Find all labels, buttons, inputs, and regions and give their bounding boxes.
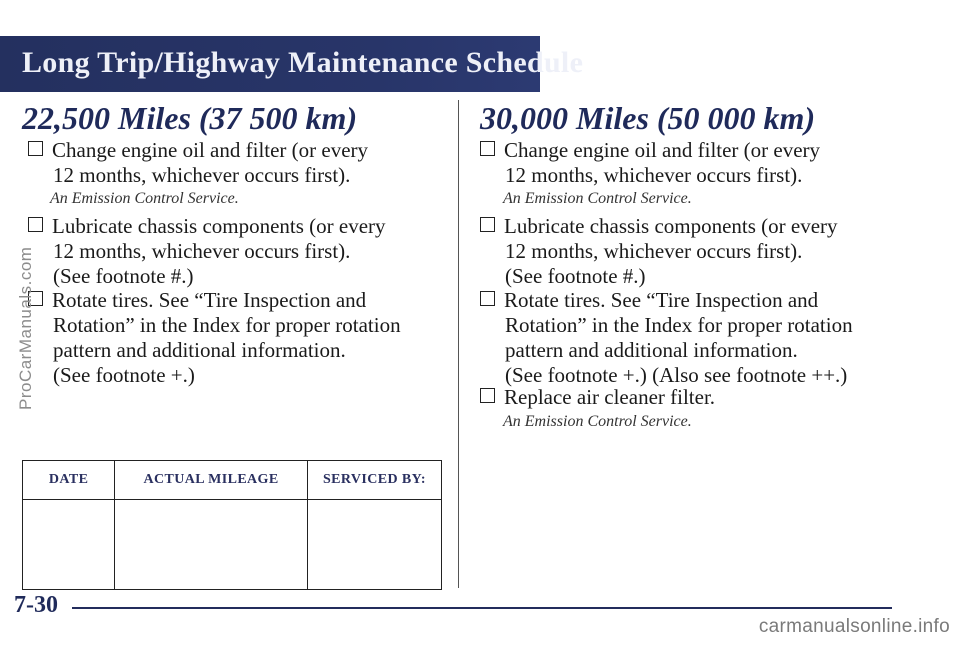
item-text-line: 12 months, whichever occurs first). — [53, 163, 351, 187]
item-text-line: 12 months, whichever occurs first). — [53, 239, 351, 263]
serviced-by-cell[interactable] — [307, 500, 441, 590]
service-record-table — [22, 460, 442, 590]
item-text-line: Rotation” in the Index for proper rotation — [505, 313, 853, 337]
page-title: Long Trip/Highway Maintenance Schedule — [22, 46, 584, 79]
checkbox-icon[interactable] — [28, 217, 43, 232]
item-text-line: 12 months, whichever occurs first). — [505, 239, 803, 263]
left-item-3 — [28, 288, 401, 388]
right-item-2 — [480, 214, 838, 289]
item-text-line: Change engine oil and filter (or every — [52, 138, 369, 162]
checkbox-icon[interactable] — [480, 388, 495, 403]
item-text-line: 12 months, whichever occurs first). — [505, 163, 803, 187]
table-header-date: DATE — [23, 461, 115, 500]
column-divider — [458, 100, 459, 588]
item-text-line: Change engine oil and filter (or every — [504, 138, 821, 162]
left-item-1 — [28, 138, 368, 188]
item-text-line: (See footnote +.) (Also see footnote ++.) — [505, 363, 848, 387]
right-item-4-note: An Emission Control Service. — [503, 413, 692, 430]
checkbox-icon[interactable] — [480, 141, 495, 156]
footer-rule — [72, 607, 892, 609]
item-text-line: Rotation” in the Index for proper rotation — [53, 313, 401, 337]
left-item-1-note: An Emission Control Service. — [50, 190, 239, 207]
left-item-2 — [28, 214, 386, 289]
checkbox-icon[interactable] — [480, 291, 495, 306]
checkbox-icon[interactable] — [480, 217, 495, 232]
bottom-watermark: carmanualsonline.info — [758, 616, 950, 637]
item-text-line: pattern and additional information. — [53, 338, 346, 362]
left-section-heading: 22,500 Miles (37 500 km) — [22, 100, 358, 136]
item-text-line: Rotate tires. See “Tire Inspection and — [504, 288, 819, 312]
table-header-serviced-by: SERVICED BY: — [307, 461, 441, 500]
item-text-line: Lubricate chassis components (or every — [504, 214, 838, 238]
item-text-line: (See footnote #.) — [505, 264, 646, 288]
right-item-4 — [480, 385, 715, 410]
right-section-heading: 30,000 Miles (50 000 km) — [480, 100, 816, 136]
page-number: 7-30 — [14, 592, 58, 618]
right-item-1-note: An Emission Control Service. — [503, 190, 692, 207]
table-header-mileage: ACTUAL MILEAGE — [115, 461, 308, 500]
item-text-line: (See footnote +.) — [53, 363, 195, 387]
item-text-line: Lubricate chassis components (or every — [52, 214, 386, 238]
mileage-cell[interactable] — [115, 500, 308, 590]
right-item-3 — [480, 288, 853, 388]
item-text-line: Rotate tires. See “Tire Inspection and — [52, 288, 367, 312]
date-cell[interactable] — [23, 500, 115, 590]
right-item-1 — [480, 138, 820, 188]
side-watermark: ProCarManuals.com — [16, 246, 35, 410]
checkbox-icon[interactable] — [28, 141, 43, 156]
item-text-line: pattern and additional information. — [505, 338, 798, 362]
item-text-line: Replace air cleaner filter. — [504, 385, 716, 409]
item-text-line: (See footnote #.) — [53, 264, 194, 288]
